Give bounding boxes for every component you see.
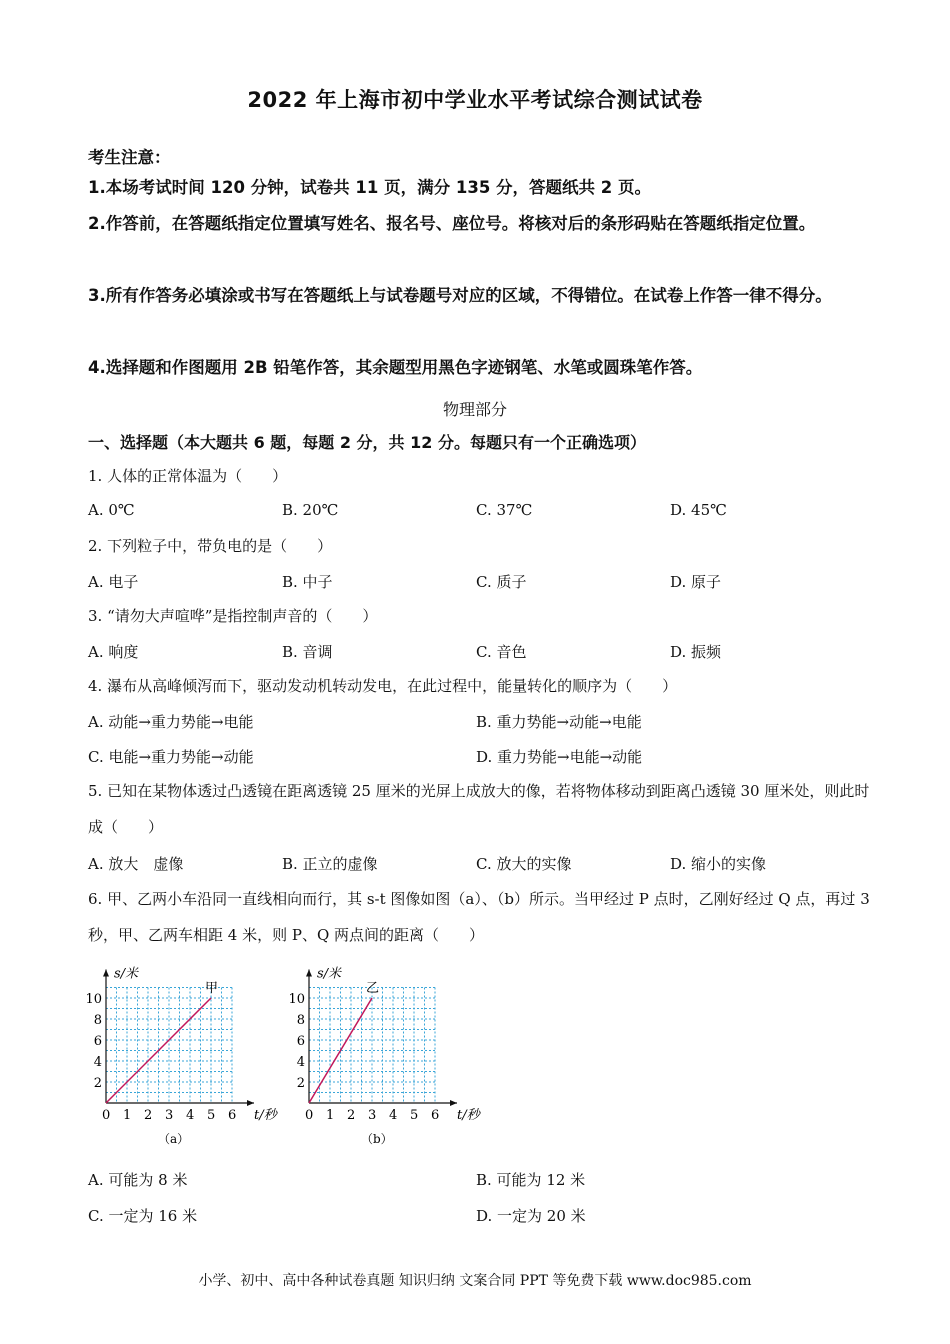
question-1-option-a: A. 0℃ [88,501,135,519]
x-tick-label: 5 [207,1108,216,1123]
notice-item-1: 1.本场考试时间 120 分钟，试卷共 11 页，满分 135 分，答题纸共 2 页。 [88,178,652,197]
page-footer: 小学、初中、高中各种试卷真题 知识归纳 文案合同 PPT 等免费下载 www.doc985.com [198,1273,752,1289]
x-tick-label: 6 [228,1108,237,1123]
x-tick-label: 2 [144,1108,153,1123]
x-tick-label: 5 [410,1108,419,1123]
question-5-option-b: B. 正立的虚像 [282,855,378,873]
question-4-option-c: C. 电能→重力势能→动能 [88,748,254,766]
notice-item-3: 3.所有作答务必填涂或书写在答题纸上与试卷题号对应的区域，不得错位。在试卷上作答一律不得分。 [88,286,832,305]
question-1-option-d: D. 45℃ [670,501,727,519]
section-heading: 一、选择题（本大题共 6 题，每题 2 分，共 12 分。每题只有一个正确选项） [88,433,646,452]
y-tick-label: 6 [296,1034,305,1049]
question-5-option-d: D. 缩小的实像 [670,855,767,873]
question-6-stem: 6. 甲、乙两小车沿同一直线相向而行，其 s-t 图像如图（a）、（b）所示。当甲经过 P 点时，乙刚好经过 Q 点，再过 3 秒，甲、乙两车相距 4 米，则 P、Q 两点间的距离（ ） [88,890,870,944]
y-tick-label: 10 [288,992,305,1007]
question-6-option-d: D. 一定为 20 米 [476,1207,586,1225]
st-graph-b [283,955,493,1150]
question-2-option-b: B. 中子 [282,573,333,591]
st-graph-a [80,955,290,1150]
question-4-option-d: D. 重力势能→电能→动能 [476,748,643,766]
question-1-option-b: B. 20℃ [282,501,339,519]
y-tick-label: 6 [93,1034,102,1049]
x-axis-label: t/秒 [254,1108,277,1123]
x-tick-label: 0 [305,1108,314,1123]
y-axis-label: s/米 [114,966,139,982]
x-tick-label: 1 [123,1108,132,1123]
series-label: 乙 [366,981,380,996]
y-tick-label: 8 [296,1013,305,1028]
y-axis-arrow [103,970,109,977]
question-3-option-d: D. 振频 [670,643,722,661]
question-3-option-b: B. 音调 [282,643,333,661]
notice-item-4: 4.选择题和作图题用 2B 铅笔作答，其余题型用黑色字迹钢笔、水笔或圆珠笔作答。 [88,358,703,377]
y-tick-label: 8 [93,1013,102,1028]
question-4-option-b: B. 重力势能→动能→电能 [476,713,642,731]
x-axis-label: t/秒 [457,1108,480,1123]
question-6-option-a: A. 可能为 8 米 [88,1171,188,1189]
x-tick-label: 1 [326,1108,335,1123]
x-tick-label: 3 [165,1108,174,1123]
question-4-stem: 4. 瀑布从高峰倾泻而下，驱动发动机转动发电，在此过程中，能量转化的顺序为（ ） [88,677,678,695]
y-tick-label: 4 [296,1055,305,1070]
question-3-stem: 3. “请勿大声喧哗”是指控制声音的（ ） [88,607,378,625]
x-tick-label: 4 [389,1108,398,1123]
y-axis-arrow [306,970,312,977]
question-1-option-c: C. 37℃ [476,501,533,519]
x-tick-label: 2 [347,1108,356,1123]
question-6-option-b: B. 可能为 12 米 [476,1171,586,1189]
question-6-option-c: C. 一定为 16 米 [88,1207,198,1225]
y-tick-label: 10 [85,992,102,1007]
graph-caption: （b） [361,1132,393,1146]
exam-title: 2022 年上海市初中学业水平考试综合测试试卷 [247,88,703,112]
notice-item-2: 2.作答前，在答题纸指定位置填写姓名、报名号、座位号。将核对后的条形码贴在答题纸指定位置。 [88,214,816,233]
question-3-option-a: A. 响度 [88,643,139,661]
question-3-option-c: C. 音色 [476,643,527,661]
y-axis-label: s/米 [317,966,342,982]
question-5-option-a: A. 放大 虚像 [88,855,184,873]
series-label: 甲 [205,981,219,996]
x-tick-label: 6 [431,1108,440,1123]
y-tick-label: 2 [93,1076,102,1091]
question-1-stem: 1. 人体的正常体温为（ ） [88,467,288,485]
x-tick-label: 0 [102,1108,111,1123]
x-axis-arrow [247,1100,254,1106]
x-tick-label: 4 [186,1108,195,1123]
physics-part-title: 物理部分 [442,400,507,419]
question-2-option-d: D. 原子 [670,573,722,591]
question-2-stem: 2. 下列粒子中，带负电的是（ ） [88,537,333,555]
question-4-option-a: A. 动能→重力势能→电能 [88,713,254,731]
question-2-option-c: C. 质子 [476,573,527,591]
question-2-option-a: A. 电子 [88,573,139,591]
x-axis-arrow [450,1100,457,1106]
x-tick-label: 3 [368,1108,377,1123]
y-tick-label: 4 [93,1055,102,1070]
y-tick-label: 2 [296,1076,305,1091]
question-5-option-c: C. 放大的实像 [476,855,572,873]
graph-caption: （a） [158,1132,190,1146]
notice-heading: 考生注意： [88,148,171,167]
question-5-stem: 5. 已知在某物体透过凸透镜在距离透镜 25 厘米的光屏上成放大的像，若将物体移动到距离凸透镜 30 厘米处，则此时成（ ） [88,782,870,836]
